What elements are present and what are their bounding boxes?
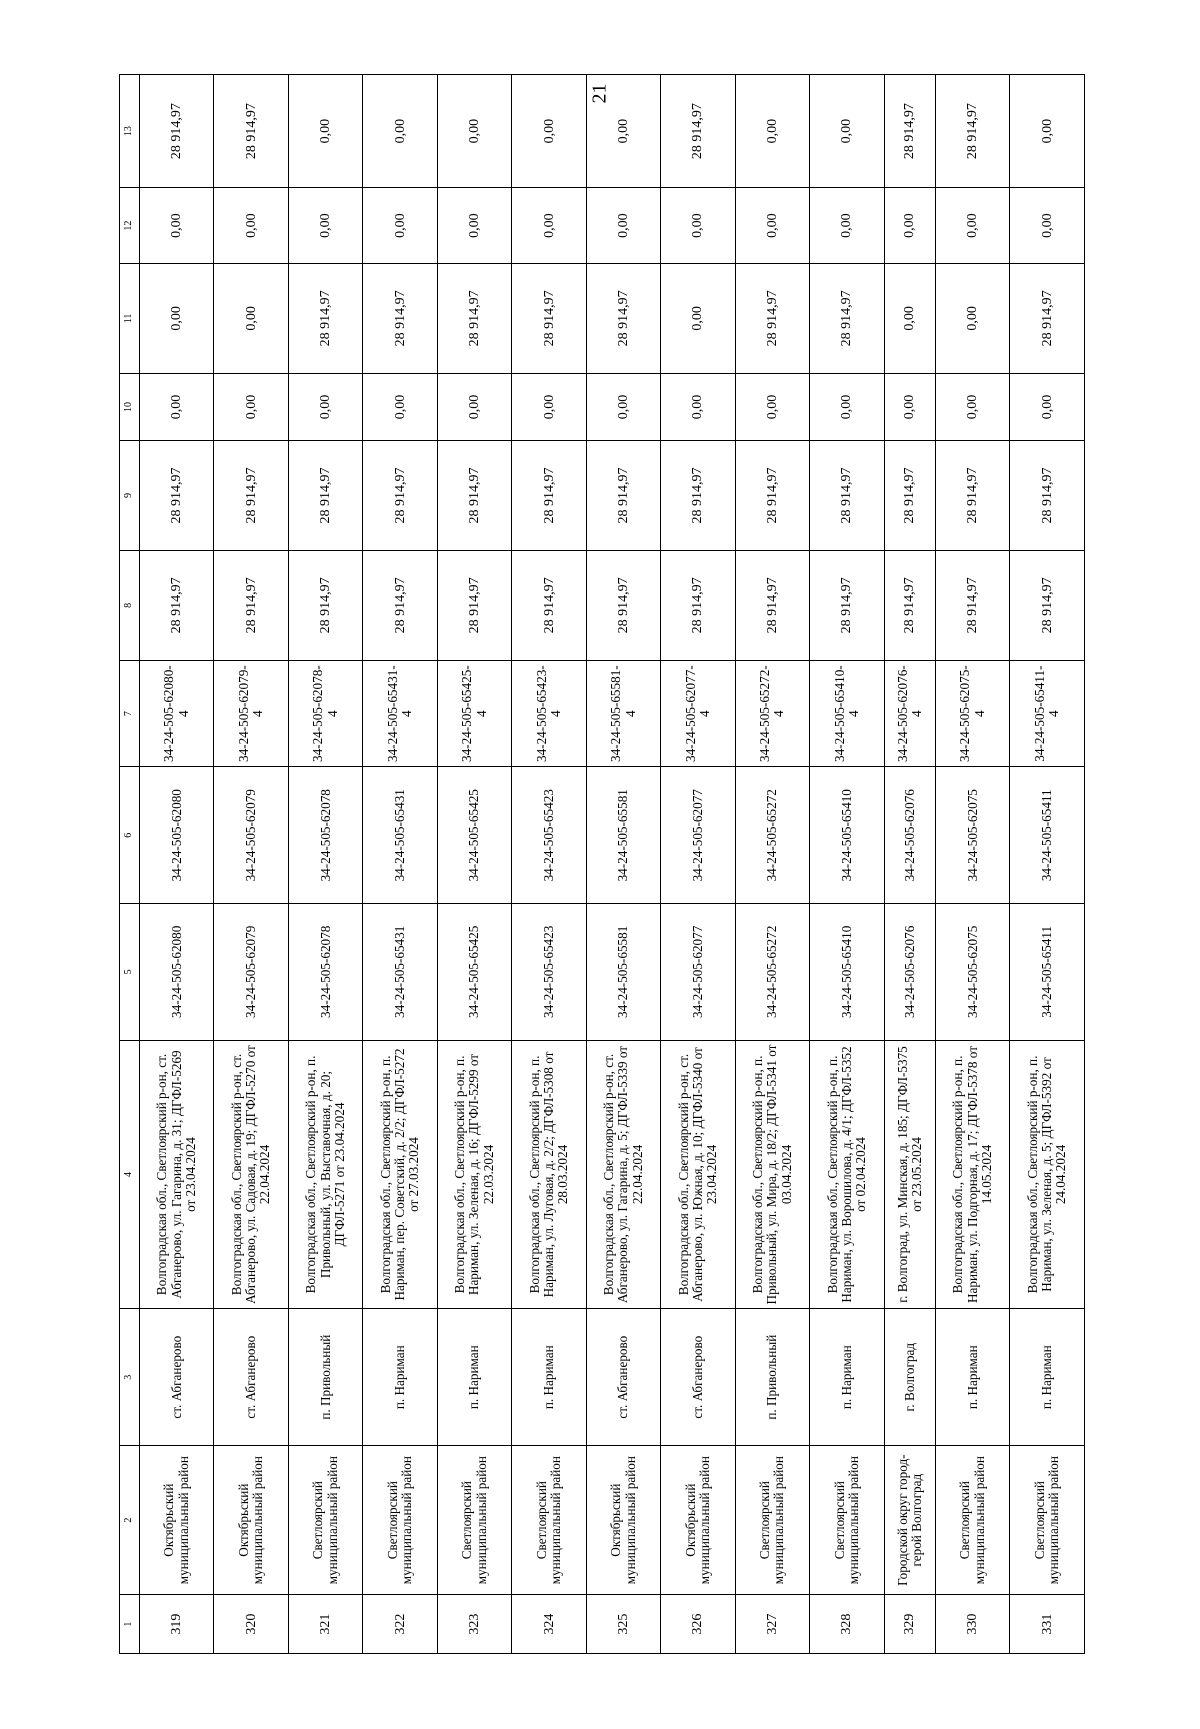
locality-cell: ст. Абганерово bbox=[661, 1309, 735, 1446]
column-number: 7 bbox=[120, 660, 140, 767]
amount-cell: 0,00 bbox=[437, 373, 511, 440]
amount-cell: 0,00 bbox=[140, 263, 214, 373]
table-row bbox=[935, 75, 1009, 1654]
address-cell: Волгоградская обл., Светлоярский р-он, п. Нариман, ул. Ворошилова, д. 4/1; ДГФЛ-5352 от 02.04.2024 bbox=[810, 1040, 884, 1309]
amount-cell: 0,00 bbox=[586, 188, 660, 264]
amount-cell: 28 914,97 bbox=[810, 550, 884, 660]
column-number: 5 bbox=[120, 904, 140, 1041]
table-row bbox=[512, 75, 586, 1654]
object-id-cell: 34-24-505-62076-4 bbox=[884, 660, 935, 767]
column-number: 9 bbox=[120, 441, 140, 551]
district-cell: Светлоярский муниципальный район bbox=[735, 1445, 809, 1594]
locality-cell: ст. Абганерово bbox=[586, 1309, 660, 1446]
amount-cell: 28 914,97 bbox=[810, 441, 884, 551]
column-number: 12 bbox=[120, 188, 140, 264]
district-cell: Светлоярский муниципальный район bbox=[363, 1445, 437, 1594]
amount-cell: 28 914,97 bbox=[288, 263, 362, 373]
amount-cell: 0,00 bbox=[437, 75, 511, 188]
cadastral-number-cell: 34-24-505-62080 bbox=[140, 904, 214, 1041]
amount-cell: 0,00 bbox=[884, 263, 935, 373]
locality-cell: п. Нариман bbox=[1010, 1309, 1085, 1446]
amount-cell: 0,00 bbox=[1010, 75, 1085, 188]
amount-cell: 0,00 bbox=[214, 188, 288, 264]
amount-cell: 0,00 bbox=[363, 188, 437, 264]
address-cell: Волгоградская обл., Светлоярский р-он, п. Нариман, ул. Луговая, д. 2/2; ДГФЛ-5308 от 28.03.2024 bbox=[512, 1040, 586, 1309]
address-cell: г. Волгоград, ул. Минская, д. 185; ДГФЛ-5375 от 23.05.2024 bbox=[884, 1040, 935, 1309]
amount-cell: 0,00 bbox=[661, 373, 735, 440]
address-cell: Волгоградская обл., Светлоярский р-он, ст. Абганерово, ул. Садовая, д. 19; ДГФЛ-5270 от 22.04.2024 bbox=[214, 1040, 288, 1309]
column-number: 11 bbox=[120, 263, 140, 373]
column-number: 1 bbox=[120, 1595, 140, 1654]
amount-cell: 0,00 bbox=[735, 75, 809, 188]
amount-cell: 28 914,97 bbox=[437, 441, 511, 551]
district-cell: Октябрьский муниципальный район bbox=[586, 1445, 660, 1594]
table-row bbox=[363, 75, 437, 1654]
amount-cell: 28 914,97 bbox=[586, 441, 660, 551]
table-row bbox=[884, 75, 935, 1654]
locality-cell: п. Привольный bbox=[288, 1309, 362, 1446]
address-cell: Волгоградская обл., Светлоярский р-он, п. Нариман, ул. Зеленая, д. 16; ДГФЛ-5299 от 22.03.2024 bbox=[437, 1040, 511, 1309]
amount-cell: 28 914,97 bbox=[140, 441, 214, 551]
object-id-cell: 34-24-505-65423-4 bbox=[512, 660, 586, 767]
amount-cell: 0,00 bbox=[735, 373, 809, 440]
address-cell: Волгоградская обл., Светлоярский р-он, ст. Абганерово, ул. Гагарина, д. 31; ДГФЛ-5269 от 23.04.2024 bbox=[140, 1040, 214, 1309]
cadastral-number-cell: 34-24-505-62075 bbox=[935, 904, 1009, 1041]
table-row bbox=[586, 75, 660, 1654]
table-row bbox=[661, 75, 735, 1654]
amount-cell: 28 914,97 bbox=[735, 263, 809, 373]
object-id-cell: 34-24-505-65411-4 bbox=[1010, 660, 1085, 767]
amount-cell: 28 914,97 bbox=[214, 441, 288, 551]
row-number: 324 bbox=[512, 1595, 586, 1654]
amount-cell: 28 914,97 bbox=[214, 550, 288, 660]
cadastral-number-cell: 34-24-505-62077 bbox=[661, 904, 735, 1041]
district-cell: Светлоярский муниципальный район bbox=[512, 1445, 586, 1594]
amount-cell: 28 914,97 bbox=[512, 441, 586, 551]
amount-cell: 0,00 bbox=[1010, 188, 1085, 264]
row-number: 321 bbox=[288, 1595, 362, 1654]
column-number: 2 bbox=[120, 1445, 140, 1594]
cadastral-number-cell: 34-24-505-65410 bbox=[810, 904, 884, 1041]
column-number-row bbox=[120, 75, 140, 1654]
amount-cell: 28 914,97 bbox=[935, 441, 1009, 551]
table-row bbox=[214, 75, 288, 1654]
cadastral-number-cell: 34-24-505-65423 bbox=[512, 767, 586, 904]
page-number: 21 bbox=[588, 83, 611, 104]
locality-cell: ст. Абганерово bbox=[214, 1309, 288, 1446]
amount-cell: 0,00 bbox=[661, 263, 735, 373]
amount-cell: 28 914,97 bbox=[935, 550, 1009, 660]
address-cell: Волгоградская обл., Светлоярский р-он, ст. Абганерово, ул. Гагарина, д. 5; ДГФЛ-5339 от 22.04.2024 bbox=[586, 1040, 660, 1309]
cadastral-number-cell: 34-24-505-62077 bbox=[661, 767, 735, 904]
district-cell: Светлоярский муниципальный район bbox=[437, 1445, 511, 1594]
amount-cell: 28 914,97 bbox=[586, 263, 660, 373]
amount-cell: 0,00 bbox=[437, 188, 511, 264]
cadastral-number-cell: 34-24-505-65410 bbox=[810, 767, 884, 904]
address-cell: Волгоградская обл., Светлоярский р-он, п. Привольный, ул. Мира, д. 18/2; ДГФЛ-5341 от 03.04.2024 bbox=[735, 1040, 809, 1309]
amount-cell: 28 914,97 bbox=[884, 550, 935, 660]
cadastral-number-cell: 34-24-505-65431 bbox=[363, 904, 437, 1041]
locality-cell: г. Волгоград bbox=[884, 1309, 935, 1446]
row-number: 322 bbox=[363, 1595, 437, 1654]
cadastral-number-cell: 34-24-505-65431 bbox=[363, 767, 437, 904]
amount-cell: 0,00 bbox=[214, 373, 288, 440]
amount-cell: 0,00 bbox=[288, 75, 362, 188]
amount-cell: 28 914,97 bbox=[735, 441, 809, 551]
district-cell: Светлоярский муниципальный район bbox=[1010, 1445, 1085, 1594]
row-number: 329 bbox=[884, 1595, 935, 1654]
amount-cell: 28 914,97 bbox=[1010, 441, 1085, 551]
column-number: 13 bbox=[120, 75, 140, 188]
amount-cell: 28 914,97 bbox=[288, 550, 362, 660]
amount-cell: 0,00 bbox=[735, 188, 809, 264]
object-id-cell: 34-24-505-62080-4 bbox=[140, 660, 214, 767]
row-number: 330 bbox=[935, 1595, 1009, 1654]
object-id-cell: 34-24-505-62079-4 bbox=[214, 660, 288, 767]
address-cell: Волгоградская обл., Светлоярский р-он, п. Нариман, ул. Подгорная, д. 17; ДГФЛ-5378 от 14.05.2024 bbox=[935, 1040, 1009, 1309]
cadastral-number-cell: 34-24-505-65581 bbox=[586, 904, 660, 1041]
table-row bbox=[810, 75, 884, 1654]
district-cell: Октябрьский муниципальный район bbox=[661, 1445, 735, 1594]
amount-cell: 0,00 bbox=[935, 188, 1009, 264]
amount-cell: 28 914,97 bbox=[810, 263, 884, 373]
cadastral-number-cell: 34-24-505-62079 bbox=[214, 767, 288, 904]
cadastral-number-cell: 34-24-505-62076 bbox=[884, 767, 935, 904]
column-number: 4 bbox=[120, 1040, 140, 1309]
cadastral-number-cell: 34-24-505-65581 bbox=[586, 767, 660, 904]
amount-cell: 28 914,97 bbox=[661, 550, 735, 660]
amount-cell: 28 914,97 bbox=[935, 75, 1009, 188]
amount-cell: 28 914,97 bbox=[1010, 263, 1085, 373]
table-row bbox=[140, 75, 214, 1654]
amount-cell: 28 914,97 bbox=[288, 441, 362, 551]
amount-cell: 0,00 bbox=[363, 373, 437, 440]
column-number: 3 bbox=[120, 1309, 140, 1446]
table-container bbox=[119, 74, 1085, 1654]
amount-cell: 0,00 bbox=[810, 373, 884, 440]
locality-cell: п. Нариман bbox=[935, 1309, 1009, 1446]
amount-cell: 28 914,97 bbox=[512, 550, 586, 660]
row-number: 331 bbox=[1010, 1595, 1085, 1654]
amount-cell: 0,00 bbox=[288, 373, 362, 440]
object-id-cell: 34-24-505-65425-4 bbox=[437, 660, 511, 767]
district-cell: Светлоярский муниципальный район bbox=[288, 1445, 362, 1594]
locality-cell: п. Нариман bbox=[512, 1309, 586, 1446]
cadastral-number-cell: 34-24-505-62080 bbox=[140, 767, 214, 904]
amount-cell: 0,00 bbox=[935, 373, 1009, 440]
row-number: 320 bbox=[214, 1595, 288, 1654]
table-row bbox=[288, 75, 362, 1654]
address-cell: Волгоградская обл., Светлоярский р-он, ст. Абганерово, ул. Южная, д. 10; ДГФЛ-5340 от 23.04.2024 bbox=[661, 1040, 735, 1309]
cadastral-number-cell: 34-24-505-62079 bbox=[214, 904, 288, 1041]
object-id-cell: 34-24-505-65581-4 bbox=[586, 660, 660, 767]
amount-cell: 0,00 bbox=[586, 373, 660, 440]
amount-cell: 0,00 bbox=[935, 263, 1009, 373]
district-cell: Октябрьский муниципальный район bbox=[214, 1445, 288, 1594]
amount-cell: 28 914,97 bbox=[437, 550, 511, 660]
table-row bbox=[1010, 75, 1085, 1654]
amount-cell: 28 914,97 bbox=[512, 263, 586, 373]
amount-cell: 28 914,97 bbox=[735, 550, 809, 660]
row-number: 319 bbox=[140, 1595, 214, 1654]
data-table bbox=[119, 74, 1085, 1654]
amount-cell: 0,00 bbox=[661, 188, 735, 264]
amount-cell: 28 914,97 bbox=[140, 75, 214, 188]
locality-cell: п. Нариман bbox=[363, 1309, 437, 1446]
amount-cell: 0,00 bbox=[288, 188, 362, 264]
district-cell: Городской округ город-герой Волгоград bbox=[884, 1445, 935, 1594]
cadastral-number-cell: 34-24-505-65425 bbox=[437, 767, 511, 904]
cadastral-number-cell: 34-24-505-65423 bbox=[512, 904, 586, 1041]
object-id-cell: 34-24-505-65431-4 bbox=[363, 660, 437, 767]
row-number: 325 bbox=[586, 1595, 660, 1654]
locality-cell: ст. Абганерово bbox=[140, 1309, 214, 1446]
cadastral-number-cell: 34-24-505-65272 bbox=[735, 904, 809, 1041]
district-cell: Октябрьский муниципальный район bbox=[140, 1445, 214, 1594]
amount-cell: 28 914,97 bbox=[1010, 550, 1085, 660]
row-number: 326 bbox=[661, 1595, 735, 1654]
cadastral-number-cell: 34-24-505-62078 bbox=[288, 904, 362, 1041]
row-number: 323 bbox=[437, 1595, 511, 1654]
address-cell: Волгоградская обл., Светлоярский р-он, п. Нариман, пер. Советский, д. 2/2; ДГФЛ-5272 от 27.03.2024 bbox=[363, 1040, 437, 1309]
district-cell: Светлоярский муниципальный район bbox=[810, 1445, 884, 1594]
amount-cell: 28 914,97 bbox=[363, 550, 437, 660]
amount-cell: 28 914,97 bbox=[884, 75, 935, 188]
object-id-cell: 34-24-505-65272-4 bbox=[735, 660, 809, 767]
locality-cell: п. Привольный bbox=[735, 1309, 809, 1446]
amount-cell: 0,00 bbox=[214, 263, 288, 373]
amount-cell: 0,00 bbox=[363, 75, 437, 188]
object-id-cell: 34-24-505-62078-4 bbox=[288, 660, 362, 767]
amount-cell: 0,00 bbox=[884, 188, 935, 264]
column-number: 8 bbox=[120, 550, 140, 660]
amount-cell: 0,00 bbox=[884, 373, 935, 440]
cadastral-number-cell: 34-24-505-65425 bbox=[437, 904, 511, 1041]
table-row bbox=[437, 75, 511, 1654]
cadastral-number-cell: 34-24-505-62076 bbox=[884, 904, 935, 1041]
address-cell: Волгоградская обл., Светлоярский р-он, п. Нариман, ул. Зеленая, д. 5; ДГФЛ-5392 от 24.04.2024 bbox=[1010, 1040, 1085, 1309]
locality-cell: п. Нариман bbox=[810, 1309, 884, 1446]
amount-cell: 28 914,97 bbox=[661, 75, 735, 188]
amount-cell: 0,00 bbox=[512, 75, 586, 188]
amount-cell: 28 914,97 bbox=[586, 550, 660, 660]
row-number: 328 bbox=[810, 1595, 884, 1654]
cadastral-number-cell: 34-24-505-62078 bbox=[288, 767, 362, 904]
amount-cell: 28 914,97 bbox=[884, 441, 935, 551]
amount-cell: 28 914,97 bbox=[214, 75, 288, 188]
amount-cell: 0,00 bbox=[810, 188, 884, 264]
amount-cell: 0,00 bbox=[586, 75, 660, 188]
cadastral-number-cell: 34-24-505-65411 bbox=[1010, 767, 1085, 904]
object-id-cell: 34-24-505-65410-4 bbox=[810, 660, 884, 767]
row-number: 327 bbox=[735, 1595, 809, 1654]
amount-cell: 28 914,97 bbox=[661, 441, 735, 551]
amount-cell: 0,00 bbox=[140, 373, 214, 440]
amount-cell: 28 914,97 bbox=[140, 550, 214, 660]
amount-cell: 0,00 bbox=[140, 188, 214, 264]
object-id-cell: 34-24-505-62077-4 bbox=[661, 660, 735, 767]
amount-cell: 0,00 bbox=[1010, 373, 1085, 440]
cadastral-number-cell: 34-24-505-62075 bbox=[935, 767, 1009, 904]
table-row bbox=[735, 75, 809, 1654]
column-number: 10 bbox=[120, 373, 140, 440]
amount-cell: 0,00 bbox=[512, 373, 586, 440]
address-cell: Волгоградская обл., Светлоярский р-он, п. Привольный, ул. Выставочная, д. 20; ДГФЛ-5271 от 23.04.2024 bbox=[288, 1040, 362, 1309]
amount-cell: 28 914,97 bbox=[437, 263, 511, 373]
district-cell: Светлоярский муниципальный район bbox=[935, 1445, 1009, 1594]
amount-cell: 0,00 bbox=[810, 75, 884, 188]
object-id-cell: 34-24-505-62075-4 bbox=[935, 660, 1009, 767]
amount-cell: 28 914,97 bbox=[363, 263, 437, 373]
amount-cell: 0,00 bbox=[512, 188, 586, 264]
column-number: 6 bbox=[120, 767, 140, 904]
cadastral-number-cell: 34-24-505-65411 bbox=[1010, 904, 1085, 1041]
table-body bbox=[120, 75, 1085, 1654]
cadastral-number-cell: 34-24-505-65272 bbox=[735, 767, 809, 904]
locality-cell: п. Нариман bbox=[437, 1309, 511, 1446]
amount-cell: 28 914,97 bbox=[363, 441, 437, 551]
